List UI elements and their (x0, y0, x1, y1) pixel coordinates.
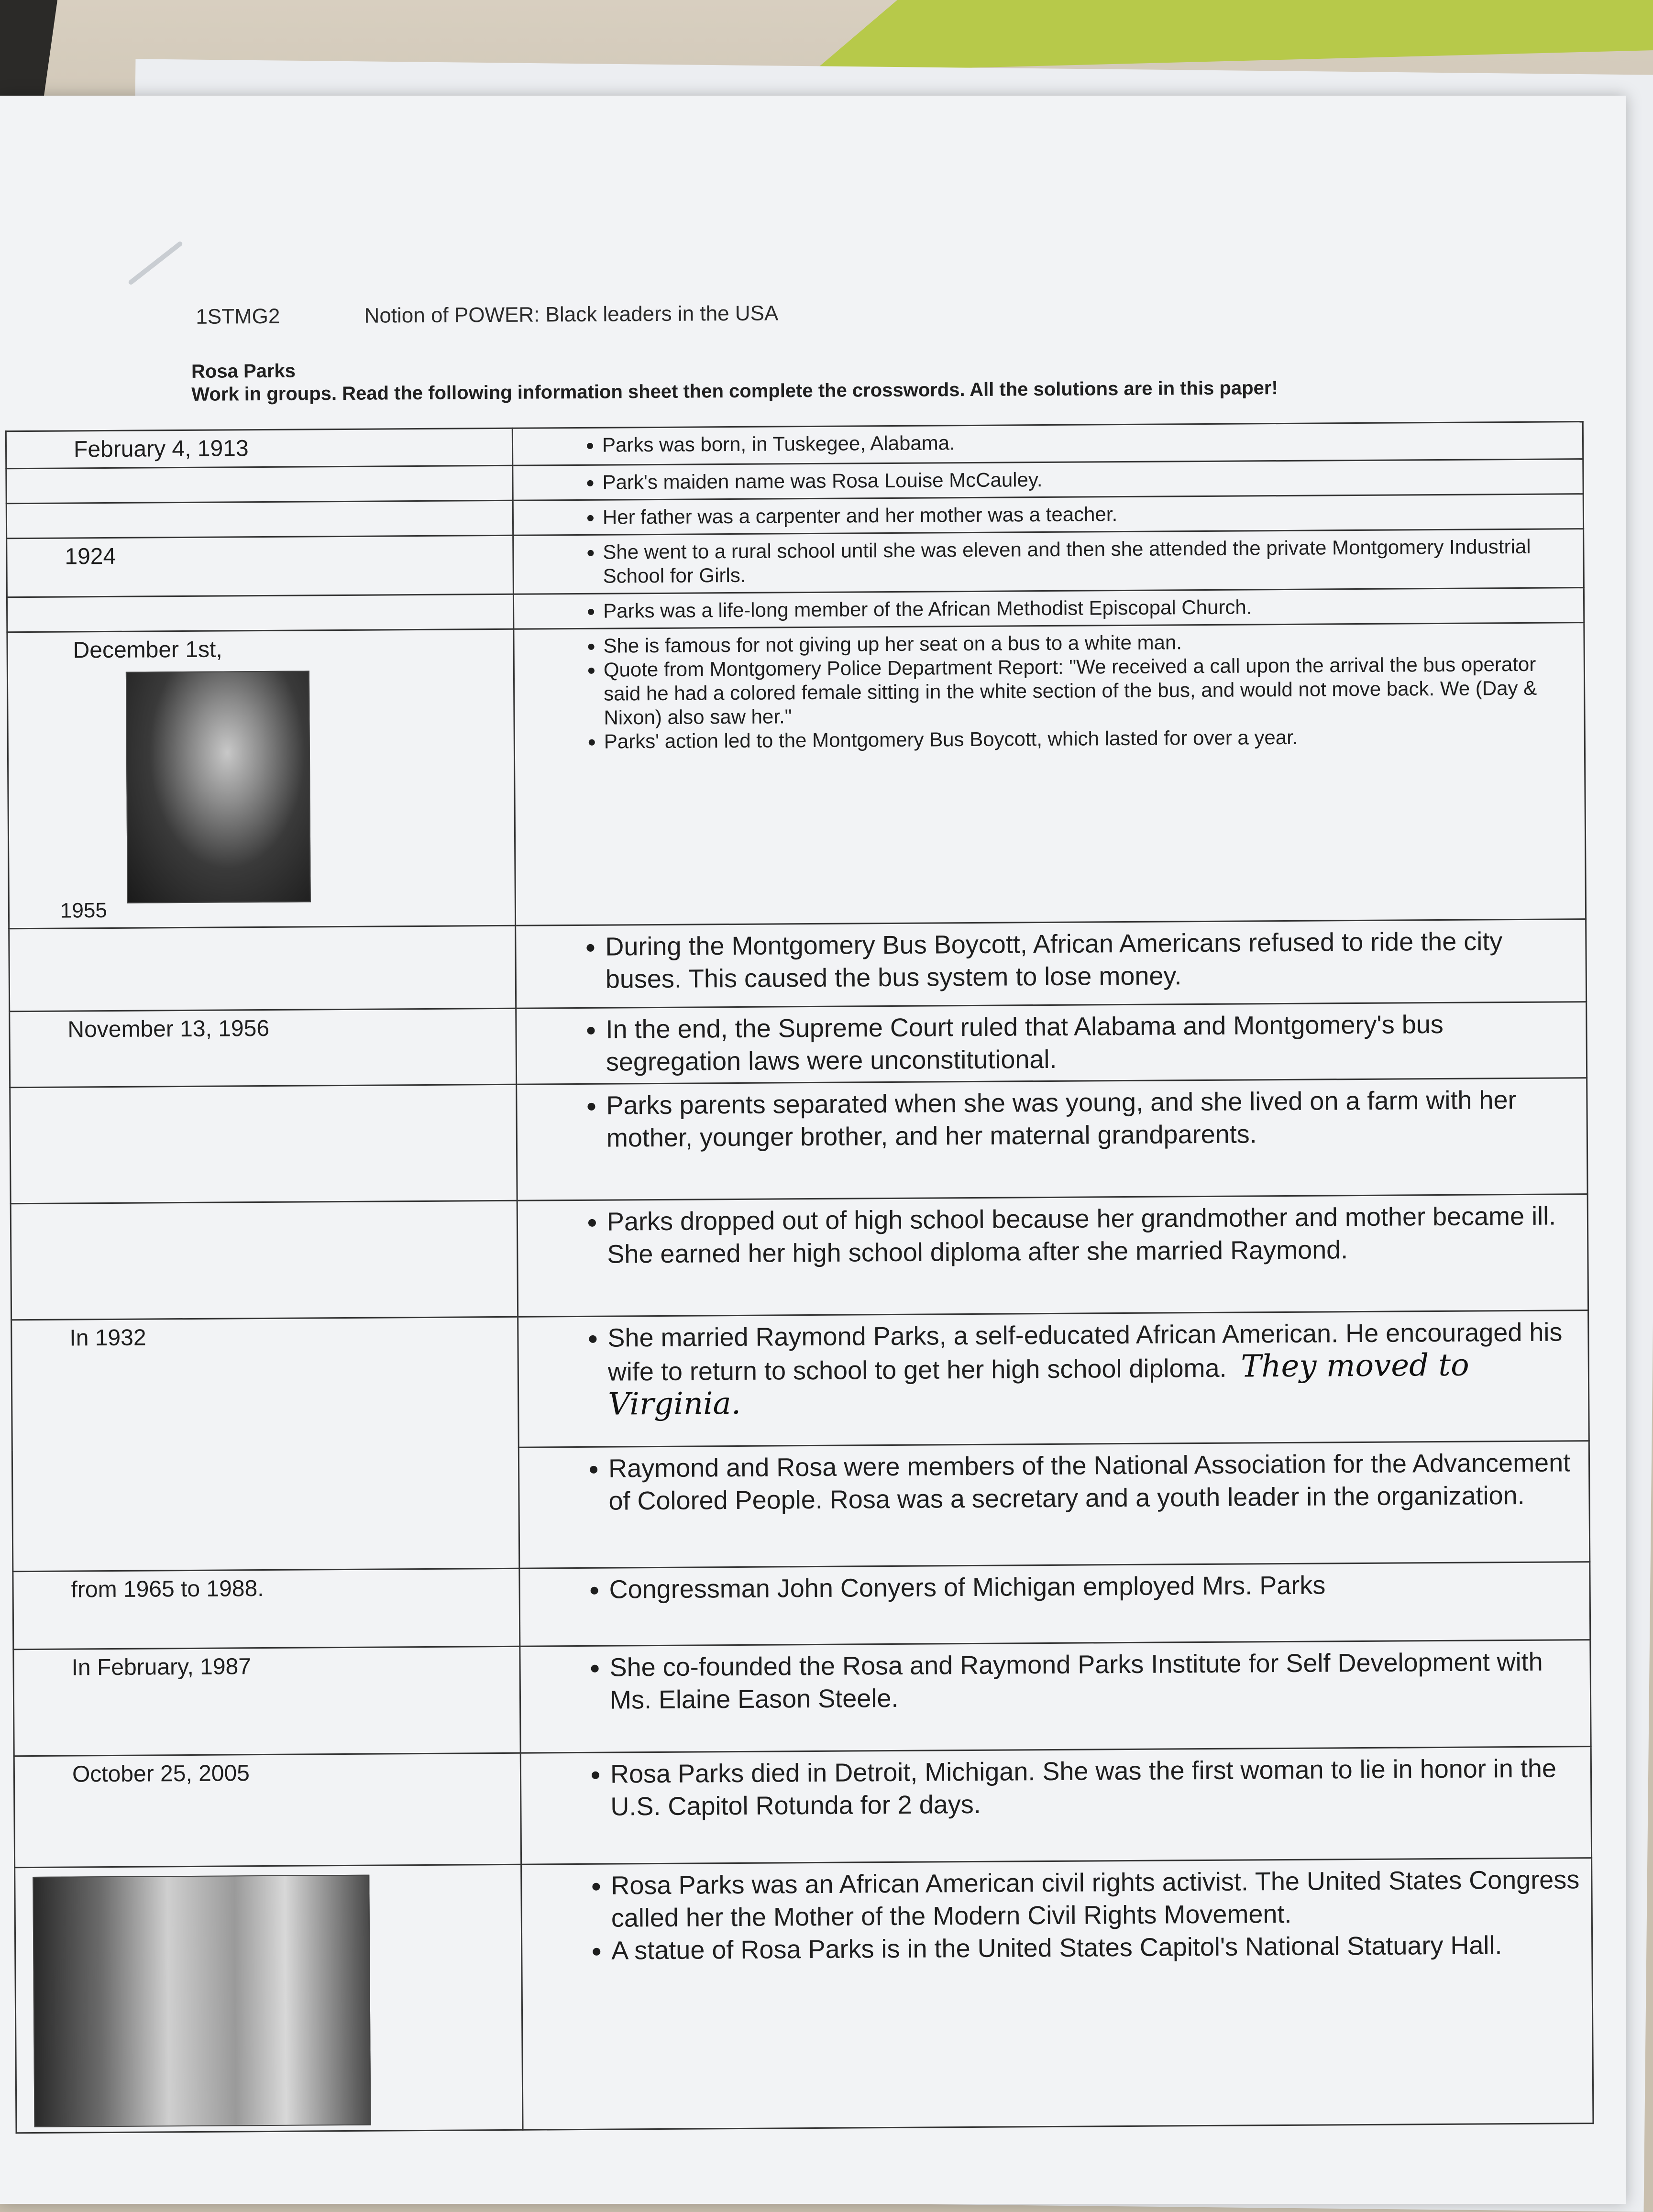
bullet-item: • Raymond and Rosa were members of the National Association for the Advancement of Colored People. Rosa was a secretary and a youth leader in the organization. (608, 1446, 1581, 1517)
bullet-item: • In the end, the Supreme Court ruled that Alabama and Montgomery's bus segregation laws were unconstitutional. (606, 1007, 1578, 1078)
info-cell (518, 1310, 1589, 1448)
date-cell: October 25, 2005 (14, 1753, 521, 1867)
bullet-item: • Congressman John Conyers of Michigan employed Mrs. Parks (609, 1567, 1581, 1606)
info-cell (513, 459, 1583, 501)
bullet-item: • Parks was a life-long member of the African Methodist Episcopal Church. (603, 593, 1576, 623)
bullet-item: • Quote from Montgomery Police Department Report: "We received a call upon the arrival the bus operator said he had a colored female sitting in the white section of the bus, and would not move back. We (Day & Nixon) also saw her." (604, 652, 1576, 729)
date-cell (15, 1864, 523, 2133)
bullet-item: • She went to a rural school until she was eleven and then she attended the private Montgomery Industrial School for Girls. (603, 534, 1576, 588)
bullet-item: • A statue of Rosa Parks is in the United States Capitol's National Statuary Hall. (611, 1928, 1584, 1967)
table-row (7, 529, 1584, 597)
info-cell (520, 1640, 1591, 1753)
info-cell (516, 1002, 1587, 1085)
bullet-item: • Her father was a carpenter and her mother was a teacher. (603, 499, 1575, 529)
info-cell (518, 1441, 1590, 1569)
date-cell (6, 500, 513, 538)
info-cell (516, 919, 1587, 1009)
date-cell: 1924 (7, 535, 514, 597)
intro-block (191, 352, 1416, 406)
bullet-item: • Parks dropped out of high school because her grandmother and mother became ill. She earned her high school diploma after she married Raymond. (607, 1200, 1580, 1270)
info-cell (513, 529, 1584, 594)
date-cell: In 1932 (11, 1317, 519, 1571)
table-row (11, 1194, 1588, 1320)
info-cell (517, 1194, 1588, 1317)
instructions: Work in groups. Read the following information sheet then complete the crosswords. All the solutions are in this paper! (191, 377, 1278, 405)
table-row (7, 623, 1586, 929)
subject-name: Rosa Parks (191, 360, 296, 382)
table-row (13, 1562, 1590, 1650)
table-row (11, 1310, 1589, 1451)
table-row (14, 1747, 1591, 1868)
bullet-item: • Parks' action led to the Montgomery Bus Boycott, which lasted for over a year. (604, 724, 1576, 753)
info-cell (521, 1858, 1593, 2130)
info-cell (513, 588, 1584, 629)
class-code: 1STMG2 (196, 304, 280, 329)
table-row (9, 919, 1587, 1012)
date-cell (6, 465, 513, 503)
date-start: December 1st, (73, 637, 222, 663)
bullet-item: • Rosa Parks was an African American civil rights activist. The United States Congress called her the Mother of the Modern Civil Rights Movement. (611, 1863, 1584, 1934)
date-cell (10, 1084, 517, 1203)
bullet-item: • Park's maiden name was Rosa Louise McCauley. (602, 464, 1575, 494)
bullet-text: She married Raymond Parks, a self-educated African American. He encouraged his wife to return to school to get her high school diploma. (607, 1318, 1563, 1387)
clinton-and-parks-photo (33, 1875, 371, 2127)
page-content (0, 91, 1632, 2209)
bullet-item: • Parks was born, in Tuskegee, Alabama. (602, 427, 1575, 457)
date-cell: from 1965 to 1988. (13, 1568, 520, 1649)
bullet-item: • Rosa Parks died in Detroit, Michigan. She was the first woman to lie in honor in the U.S. Capitol Rotunda for 2 days. (610, 1752, 1583, 1823)
date-cell (11, 1200, 518, 1320)
table-row (15, 1858, 1593, 2133)
info-cell (519, 1562, 1590, 1647)
date-cell (7, 629, 516, 928)
bullet-item: • Parks parents separated when she was young, and she lived on a farm with her mother, younger brother, and her maternal grandparents. (606, 1083, 1579, 1154)
info-cell (517, 1078, 1587, 1201)
timeline-table (5, 421, 1594, 2134)
date-cell (7, 594, 513, 632)
date-cell: February 4, 1913 (6, 428, 512, 468)
date-cell: In February, 1987 (13, 1646, 520, 1756)
bullet-item: • She is famous for not giving up her seat on a bus to a white man. (603, 628, 1576, 658)
info-cell (520, 1747, 1591, 1865)
date-cell: November 13, 1956 (10, 1008, 517, 1087)
bullet-item: • During the Montgomery Bus Boycott, African Americans refused to ride the city buses. This caused the bus system to lose money. (605, 924, 1578, 995)
handwritten-note: They moved to Virginia. (608, 1347, 1469, 1422)
date-end: 1955 (60, 899, 107, 923)
date-cell (9, 925, 516, 1011)
table-row (13, 1640, 1591, 1756)
table-row (10, 1078, 1587, 1204)
table-row (10, 1002, 1587, 1088)
bullet-item (607, 1316, 1580, 1422)
rosa-parks-portrait-photo (126, 671, 311, 903)
info-cell (513, 494, 1583, 536)
info-cell (514, 623, 1586, 926)
page-header (196, 301, 778, 329)
worksheet-page (0, 96, 1626, 2204)
info-cell (512, 422, 1583, 466)
bullet-item: • She co-founded the Rosa and Raymond Parks Institute for Self Development with Ms. Elaine Eason Steele. (609, 1645, 1582, 1716)
page-title: Notion of POWER: Black leaders in the USA (364, 301, 779, 328)
